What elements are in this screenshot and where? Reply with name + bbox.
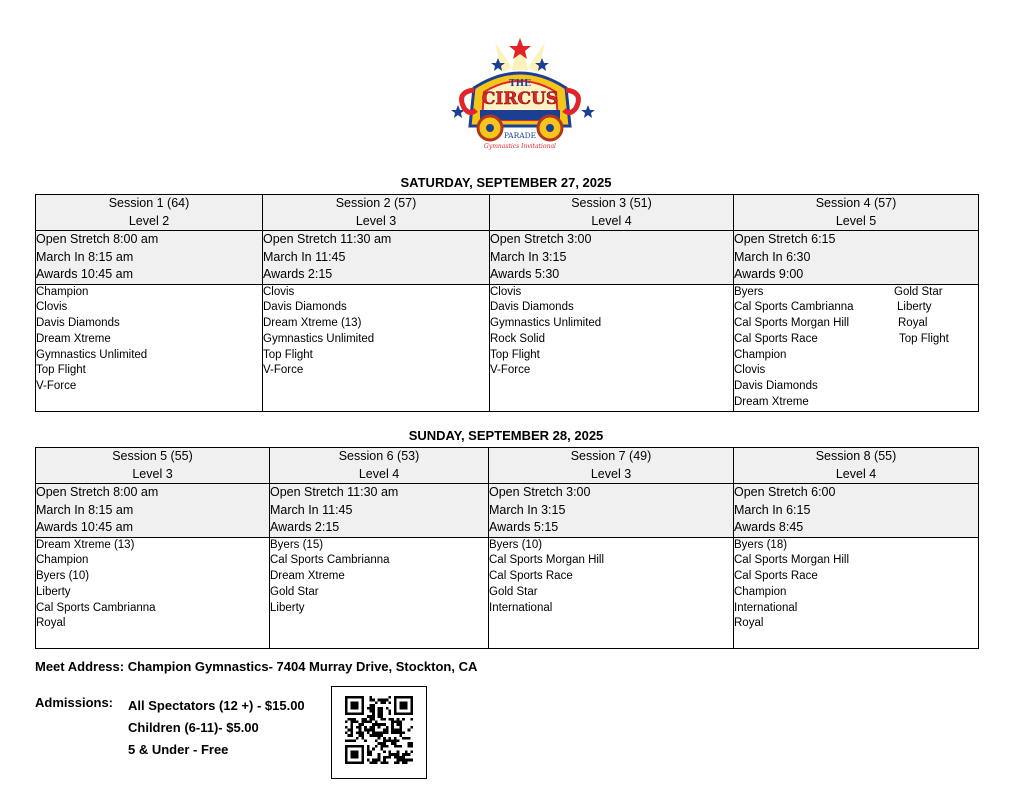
session-times-cell [263, 231, 490, 285]
march-in-time: March In 6:30 [734, 249, 811, 264]
team-name: Gold Star [489, 585, 538, 598]
open-stretch-time: Open Stretch 3:00 [489, 485, 591, 499]
team-name: Champion [734, 348, 787, 361]
session-header-row [36, 195, 979, 231]
team-name: Cal Sports Race [734, 570, 818, 583]
team-list [734, 537, 979, 648]
session-level: Level 3 [355, 213, 397, 228]
open-stretch-time: Open Stretch 11:30 am [263, 232, 392, 246]
awards-time: Awards 5:15 [489, 520, 559, 534]
session-times-cell [36, 484, 270, 538]
logo-text-the: THE [508, 79, 532, 89]
team-name: Davis Diamonds [263, 301, 347, 314]
team-name: Dream Xtreme (13) [263, 317, 362, 330]
session-teams-row [36, 537, 979, 648]
team-name: V-Force [36, 380, 77, 393]
team-name: Cal Sports Cambrianna [36, 601, 156, 614]
session-times-row [36, 484, 979, 538]
session-times-cell [734, 231, 979, 285]
team-name: Byers (15) [270, 538, 324, 551]
awards-time: Awards 10:45 am [36, 267, 134, 281]
saturday-title: SATURDAY, SEPTEMBER 27, 2025 [400, 175, 612, 190]
session-times-row [36, 231, 979, 285]
session-level: Level 4 [591, 213, 632, 228]
awards-time: Awards 2:15 [263, 267, 333, 281]
team-name: Byers (10) [36, 570, 90, 583]
session-header-cell [489, 448, 734, 484]
session-times-cell [490, 231, 734, 285]
team-name: Champion [36, 285, 89, 298]
team-name: Cal Sports Race [734, 332, 818, 345]
admission-price: 5 & Under - Free [128, 742, 229, 757]
saturday-schedule-table [35, 194, 979, 412]
team-list [36, 537, 270, 648]
session-name: Session 8 (55) [815, 449, 897, 463]
team-name: Clovis [490, 285, 522, 298]
session-level: Level 3 [132, 466, 173, 481]
team-name: Royal [898, 317, 928, 330]
team-name: Gymnastics Unlimited [263, 332, 375, 345]
open-stretch-time: Open Stretch 6:15 [734, 232, 836, 246]
session-header-cell [36, 448, 270, 484]
team-name: Royal [36, 617, 66, 630]
team-name: Champion [734, 585, 787, 598]
team-name: Davis Diamonds [36, 317, 120, 330]
team-list [490, 284, 734, 411]
session-name: Session 1 (64) [108, 196, 190, 210]
open-stretch-time: Open Stretch 3:00 [490, 232, 592, 246]
session-header-cell [263, 195, 490, 231]
session-name: Session 3 (51) [571, 196, 652, 210]
session-header-cell [36, 195, 263, 231]
awards-time: Awards 5:30 [490, 267, 560, 281]
open-stretch-time: Open Stretch 11:30 am [270, 485, 399, 499]
team-name: Clovis [263, 285, 295, 298]
team-name: Gold Star [894, 285, 943, 298]
awards-time: Awards 2:15 [270, 520, 340, 534]
team-list [263, 284, 490, 411]
awards-time: Awards 8:45 [734, 520, 804, 534]
logo-text-circus: CIRCUS [481, 89, 559, 109]
team-name: Champion [36, 554, 89, 567]
team-list [36, 284, 263, 411]
march-in-time: March In 8:15 am [36, 502, 134, 517]
open-stretch-time: Open Stretch 8:00 am [36, 232, 159, 246]
circus-parade-logo [440, 30, 600, 155]
admission-price: Children (6-11)- $5.00 [128, 720, 259, 735]
team-name: Davis Diamonds [490, 301, 574, 314]
team-name: Dream Xtreme [36, 332, 111, 345]
team-name: Gymnastics Unlimited [490, 317, 602, 330]
session-teams-row [36, 284, 979, 411]
session-times-cell [36, 231, 263, 285]
session-level: Level 4 [835, 466, 877, 481]
team-name: Top Flight [899, 332, 949, 345]
team-name: Top Flight [36, 364, 86, 377]
session-name: Session 6 (53) [338, 449, 420, 463]
team-name: Dream Xtreme [734, 396, 809, 409]
team-name: Cal Sports Race [489, 570, 573, 583]
team-name: Davis Diamonds [734, 380, 818, 393]
team-name: Clovis [734, 364, 766, 377]
session-level: Level 4 [358, 466, 400, 481]
team-name: Byers (10) [489, 538, 543, 551]
qr-code-icon [345, 696, 413, 764]
session-name: Session 7 (49) [570, 449, 652, 463]
team-name: V-Force [263, 364, 304, 377]
sunday-schedule-table [35, 447, 979, 649]
team-name: Byers [734, 285, 764, 298]
admissions-label: Admissions: [35, 695, 114, 710]
team-name: International [489, 601, 553, 614]
sunday-title: SUNDAY, SEPTEMBER 28, 2025 [408, 428, 604, 443]
team-name: Dream Xtreme [270, 570, 345, 583]
march-in-time: March In 11:45 [270, 502, 353, 517]
awards-time: Awards 9:00 [734, 267, 804, 281]
team-list [734, 284, 979, 411]
session-times-cell [270, 484, 489, 538]
team-name: Cal Sports Morgan Hill [734, 554, 850, 567]
team-name: Gold Star [270, 585, 319, 598]
team-name: Cal Sports Morgan Hill [489, 554, 605, 567]
session-header-cell [270, 448, 489, 484]
team-name: V-Force [490, 364, 531, 377]
session-times-cell [734, 484, 979, 538]
team-name: Clovis [36, 301, 68, 314]
awards-time: Awards 10:45 am [36, 520, 134, 534]
team-name: International [734, 601, 798, 614]
team-name: Top Flight [490, 348, 540, 361]
logo-text-parade: PARADE [503, 131, 537, 140]
session-name: Session 2 (57) [335, 196, 417, 210]
team-name: Byers (18) [734, 538, 788, 551]
march-in-time: March In 3:15 [489, 502, 566, 517]
team-name: Dream Xtreme (13) [36, 538, 135, 551]
team-name: Royal [734, 617, 764, 630]
march-in-time: March In 3:15 [490, 249, 567, 264]
admissions-list [128, 695, 305, 761]
team-name: Cal Sports Cambrianna [270, 554, 390, 567]
session-level: Level 3 [590, 466, 632, 481]
open-stretch-time: Open Stretch 6:00 [734, 485, 836, 499]
team-name: Liberty [897, 301, 932, 314]
team-name: Gymnastics Unlimited [36, 348, 148, 361]
team-name: Cal Sports Morgan Hill [734, 317, 850, 330]
team-name: Top Flight [263, 348, 313, 361]
session-header-row [36, 448, 979, 484]
team-name: Liberty [36, 585, 71, 598]
open-stretch-time: Open Stretch 8:00 am [36, 485, 159, 499]
session-header-cell [734, 448, 979, 484]
session-level: Level 5 [835, 213, 877, 228]
meet-address: Meet Address: Champion Gymnastics- 7404 Murray Drive, Stockton, CA [35, 659, 478, 674]
team-list [489, 537, 734, 648]
march-in-time: March In 6:15 [734, 502, 811, 517]
session-header-cell [490, 195, 734, 231]
session-header-cell [734, 195, 979, 231]
team-list [270, 537, 489, 648]
team-name: Rock Solid [490, 332, 545, 345]
session-level: Level 2 [128, 213, 170, 228]
march-in-time: March In 11:45 [263, 249, 346, 264]
session-name: Session 5 (55) [112, 449, 193, 463]
logo-text-subtitle: Gymnastics Invitational [484, 143, 556, 150]
march-in-time: March In 8:15 am [36, 249, 134, 264]
session-name: Session 4 (57) [815, 196, 897, 210]
team-name: Cal Sports Cambrianna [734, 301, 854, 314]
session-times-cell [489, 484, 734, 538]
admission-price: All Spectators (12 +) - $15.00 [128, 698, 305, 713]
qr-code[interactable] [331, 686, 427, 779]
team-name: Liberty [270, 601, 305, 614]
